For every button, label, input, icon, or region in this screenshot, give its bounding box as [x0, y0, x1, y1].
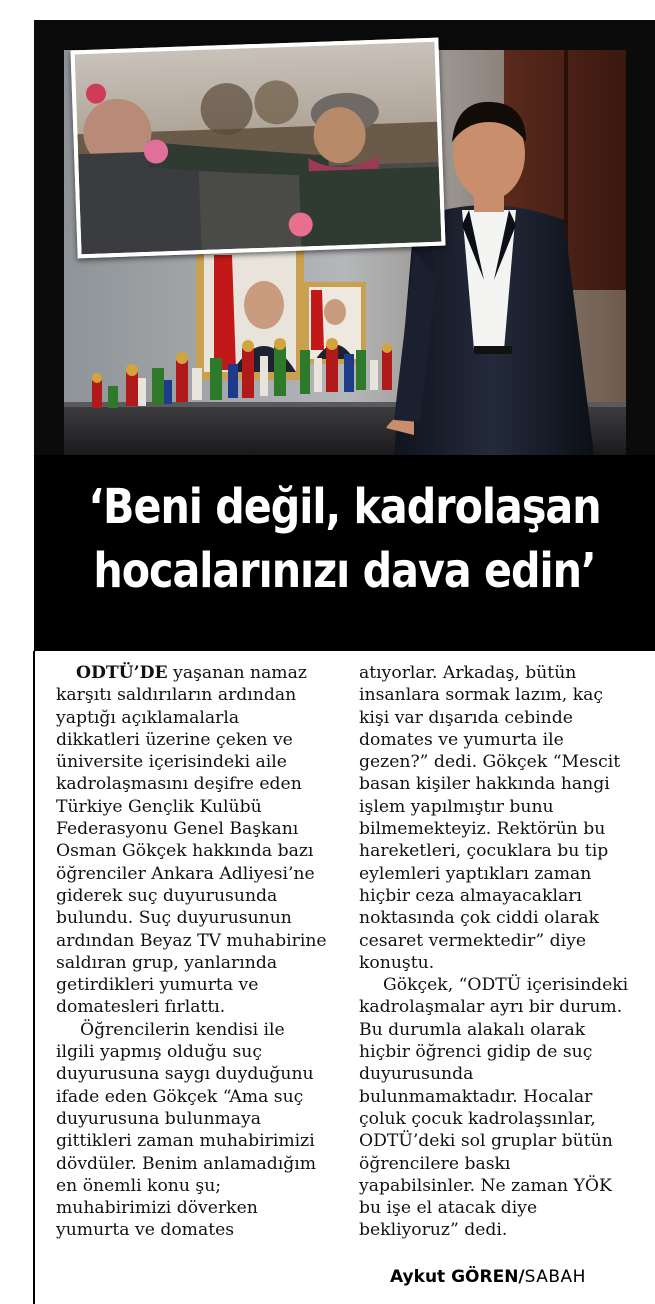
article-column-left	[56, 662, 328, 1242]
paragraph-2-continued: atıyorlar. Arkadaş, bütün insanlara sormak lazım, kaç kişi var dışarıda cebinde domates ve yumurta ile gezen?” dedi. Gökçek “Mescit basan kişiler hakkında hangi işlem yapılmıştır bunu bilmemekteyiz. Rektörün bu hareketleri, çocuklara bu tip eylemleri yaptıkları zaman hiçbir ceza almayacakları noktasında çok ciddi olarak cesaret vermektedir” diye konuştu.	[359, 663, 621, 973]
headline-line-2: hocalarınızı dava edin’	[93, 543, 596, 599]
column-rule	[33, 651, 35, 1304]
paragraph-3: Gökçek, “ODTÜ içerisindeki kadrolaşmalar ayrı bir durum. Bu durumla alakalı olarak hiçbir öğrenci gidip de suç duyurusunda bulunmamaktadır. Hocalar çoluk çocuk kadrolaşsınlar, ODTÜ’deki sol gruplar bütün öğrencilere baskı yapabilsinler. Ne zaman YÖK bu işe el atacak diye bekliyoruz” dedi.	[359, 975, 629, 1241]
paragraph-2: Öğrencilerin kendisi ile ilgili yapmış olduğu suç duyurusuna saygı duyduğunu ifade eden Gökçek “Ama suç duyurusuna bulunmaya gittikleri zaman muhabirimizi dövdüler. Benim anlamadığım en önemli konu şu; muhabirimizi döverken yumurta ve domates	[56, 1019, 317, 1241]
byline-author: Aykut GÖREN	[390, 1267, 519, 1287]
byline	[390, 1267, 586, 1287]
inset-photo	[70, 38, 445, 259]
byline-source: SABAH	[524, 1267, 586, 1287]
lead-word: ODTÜ’DE	[76, 663, 168, 683]
headline-line-1: ‘Beni değil, kadrolaşan	[88, 479, 601, 535]
byline-separator: /	[518, 1267, 525, 1287]
article-body	[56, 662, 632, 1292]
article-column-right	[359, 662, 631, 1242]
paragraph-1	[56, 662, 328, 1019]
inset-photo-illustration	[75, 42, 442, 254]
paragraph-1-text: yaşanan namaz karşıtı saldırıların ardından yaptığı açıklamalarla dikkatleri üzerine çeken ve üniversite içerisindeki aile kadrolaşmasını deşifre eden Türkiye Gençlik Kulübü Federasyonu Genel Başkanı Osman Gökçek hakkında bazı öğrenciler Ankara Adliyesi’ne giderek suç duyurusunda bulundu. Suç duyurusunun ardından Beyaz TV muhabirine saldıran grup, yanlarında getirdikleri yumurta ve domatesleri fırlattı.	[56, 663, 327, 1018]
photo-panel	[34, 20, 655, 455]
headline-panel	[34, 455, 655, 651]
headline	[77, 475, 611, 603]
